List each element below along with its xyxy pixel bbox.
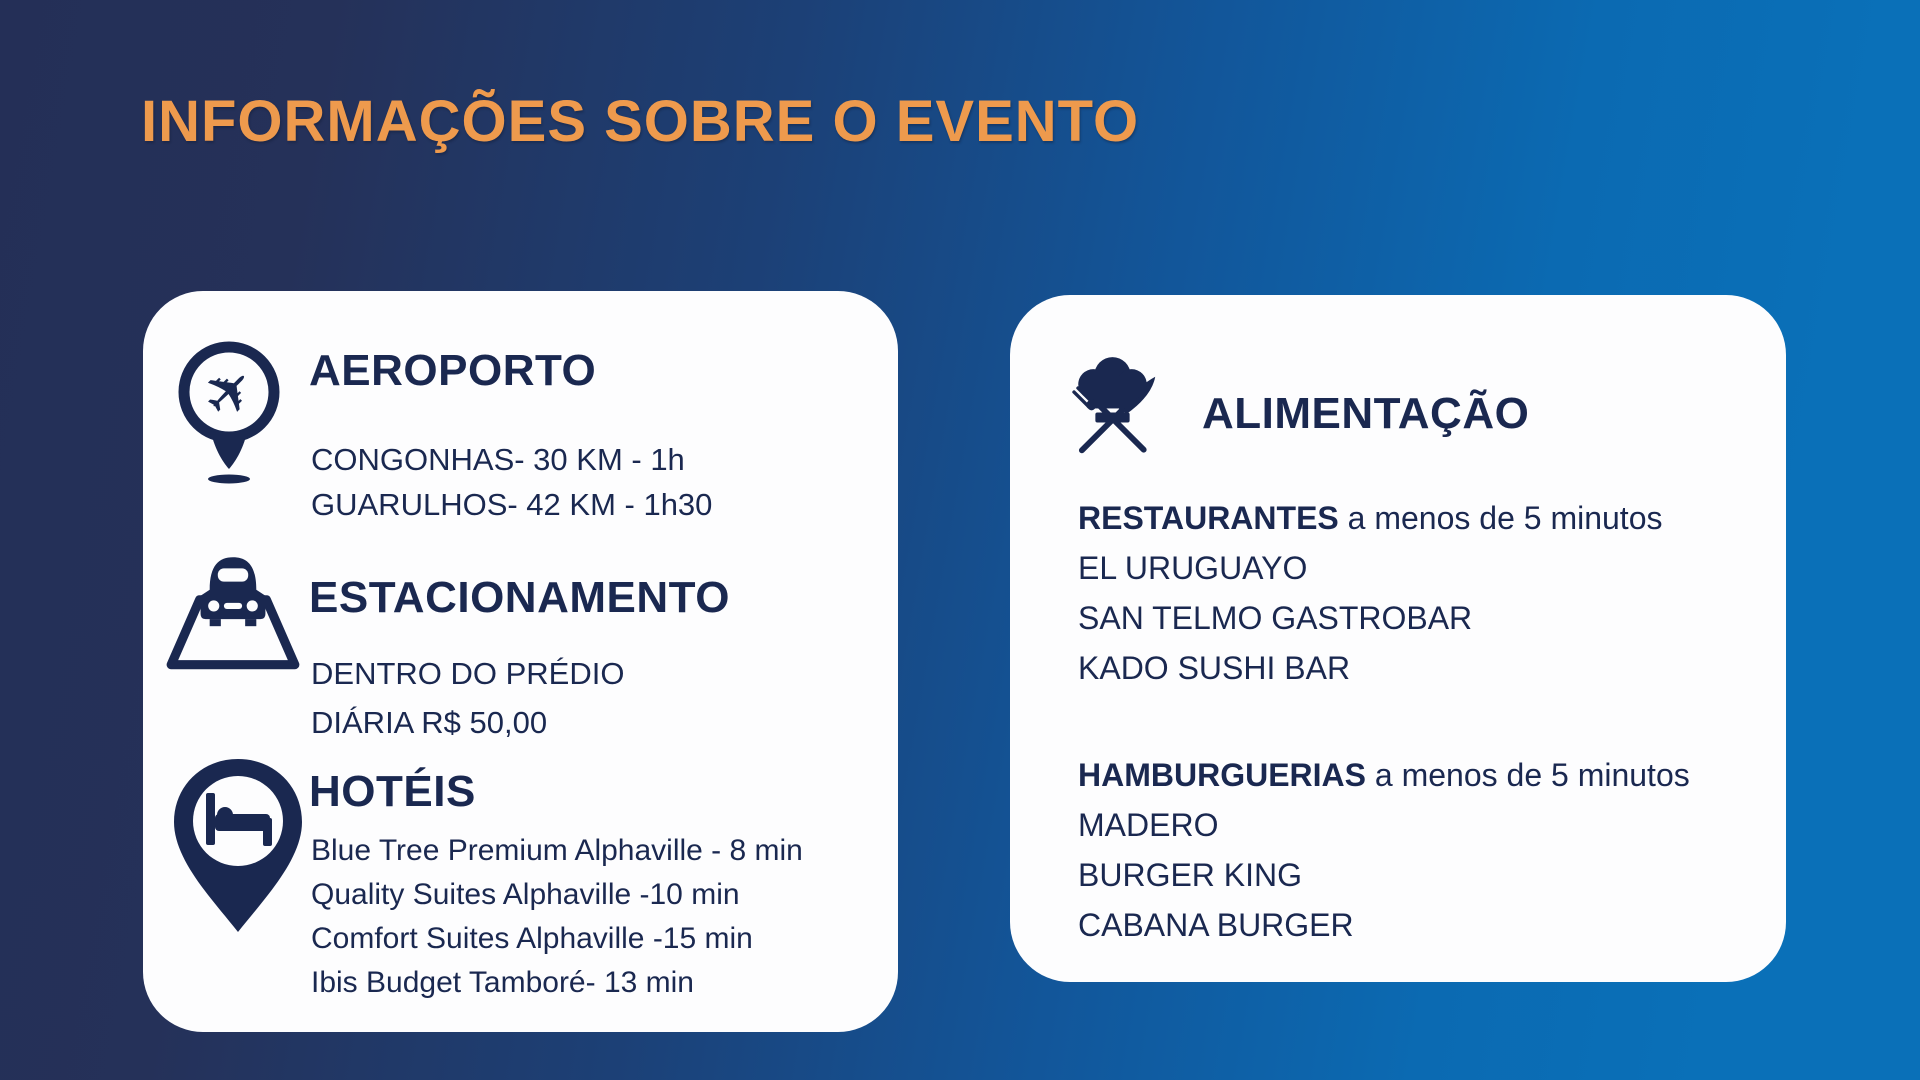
- restaurant-item-kado-sushi: KADO SUSHI BAR: [1078, 650, 1351, 686]
- food-info-card: [1010, 295, 1786, 982]
- hamburguerias-group-title: [1078, 750, 1690, 800]
- airport-lines: [311, 437, 712, 527]
- travel-info-card: [143, 291, 898, 1032]
- parking-car-icon: [157, 547, 309, 677]
- hamburguerias-group-title-rest: a menos de 5 minutos: [1366, 757, 1690, 793]
- hotel-lines: [311, 829, 803, 1005]
- parking-heading: ESTACIONAMENTO: [309, 573, 730, 622]
- airport-line-guarulhos: GUARULHOS- 42 KM - 1h30: [311, 487, 713, 522]
- restaurants-group-title: [1078, 493, 1662, 543]
- hotels-heading: HOTÉIS: [309, 767, 476, 816]
- airport-pin-icon: [173, 336, 285, 484]
- hamburgueria-item-burger-king: BURGER KING: [1078, 857, 1303, 893]
- page-title: INFORMAÇÕES SOBRE O EVENTO: [141, 89, 1140, 154]
- restaurants-group-title-rest: a menos de 5 minutos: [1338, 500, 1663, 536]
- airport-heading: AEROPORTO: [309, 346, 597, 395]
- restaurants-group: [1078, 493, 1662, 693]
- hotel-line-comfort-suites: Comfort Suites Alphaville -15 min: [311, 922, 753, 955]
- chef-hat-cutlery-icon: [1050, 347, 1176, 483]
- parking-line-location: DENTRO DO PRÉDIO: [311, 656, 625, 691]
- hotel-line-blue-tree: Blue Tree Premium Alphaville - 8 min: [311, 834, 803, 867]
- hamburguerias-group: [1078, 750, 1690, 950]
- hotel-line-quality-suites: Quality Suites Alphaville -10 min: [311, 878, 740, 911]
- hotel-pin-icon: [167, 757, 309, 935]
- hamburguerias-group-title-bold: HAMBURGUERIAS: [1078, 757, 1366, 793]
- restaurants-group-title-bold: RESTAURANTES: [1078, 500, 1339, 536]
- hamburgueria-item-madero: MADERO: [1078, 807, 1219, 843]
- hamburgueria-item-cabana-burger: CABANA BURGER: [1078, 907, 1354, 943]
- svg-text:✈: ✈: [187, 350, 273, 436]
- food-heading: ALIMENTAÇÃO: [1202, 389, 1530, 438]
- airport-line-congonhas: CONGONHAS- 30 KM - 1h: [311, 442, 685, 477]
- parking-lines: [311, 649, 624, 747]
- restaurant-item-san-telmo: SAN TELMO GASTROBAR: [1078, 600, 1473, 636]
- hotel-line-ibis-budget: Ibis Budget Tamboré- 13 min: [311, 966, 694, 999]
- parking-line-price: DIÁRIA R$ 50,00: [311, 705, 548, 740]
- restaurant-item-el-uruguayo: EL URUGUAYO: [1078, 550, 1308, 586]
